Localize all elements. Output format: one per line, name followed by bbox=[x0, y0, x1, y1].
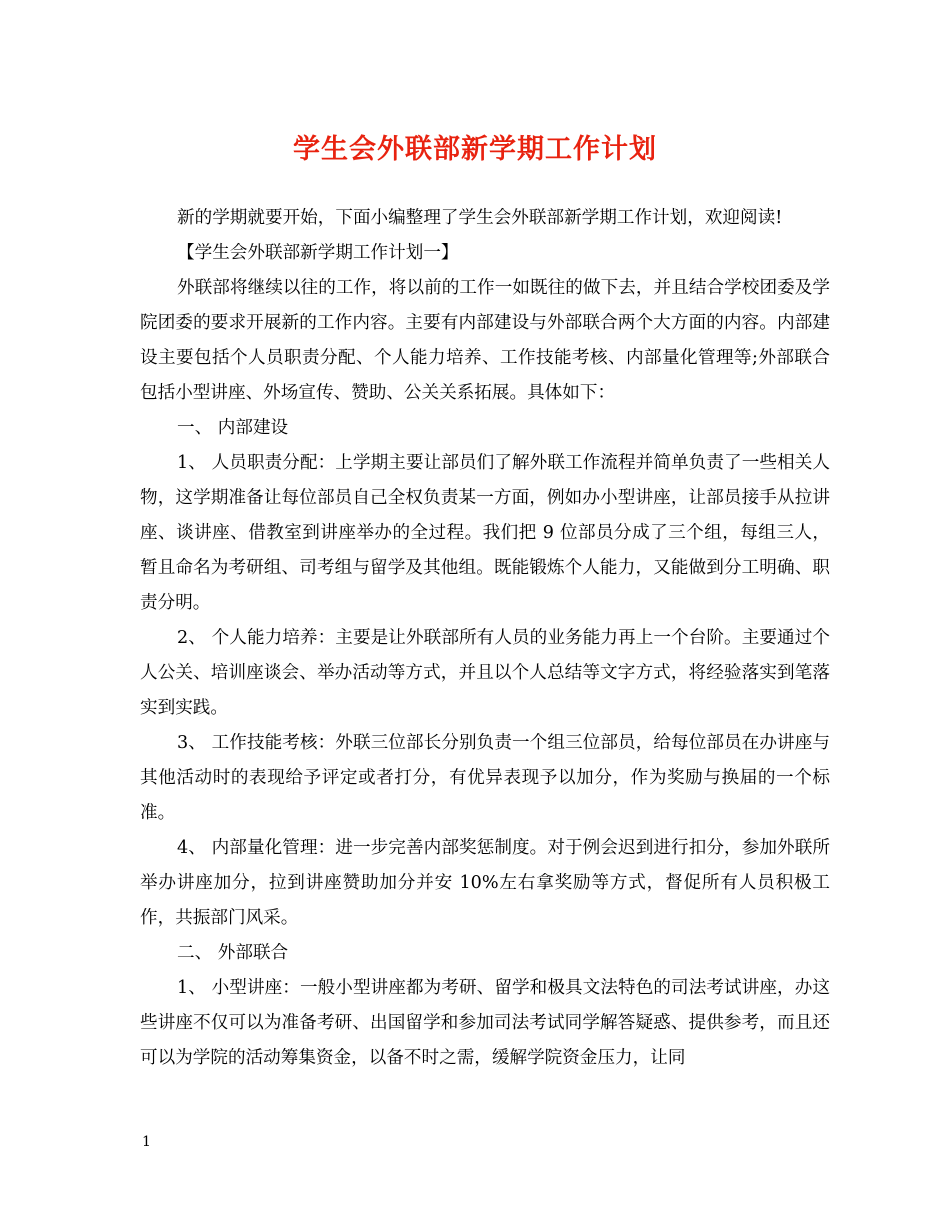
section-heading-external: 二、 外部联合 bbox=[177, 943, 289, 963]
page-number: 1 bbox=[142, 1134, 151, 1150]
item-skill-assessment: 3、 工作技能考核：外联三位部长分别负责一个组三位部员，给每位部员在办讲座与其他活动时的表现给予评定或者打分，有优异表现予以加分，作为奖励与换届的一个标准。 bbox=[140, 733, 830, 823]
item-ability-training: 2、 个人能力培养：主要是让外联部所有人员的业务能力再上一个台阶。主要通过个人公关、培训座谈会、举办活动等方式，并且以个人总结等文字方式，将经验落实到笔落实到实践。 bbox=[140, 628, 830, 718]
document-title: 学生会外联部新学期工作计划 bbox=[293, 134, 657, 165]
section-heading-internal: 一、 内部建设 bbox=[177, 418, 289, 438]
overview-paragraph: 外联部将继续以往的工作，将以前的工作一如既往的做下去，并且结合学校团委及学院团委的要求开展新的工作内容。主要有内部建设与外部联合两个大方面的内容。内部建设主要包括个人员职责分配、个人能力培养、工作技能考核、内部量化管理等;外部联合包括小型讲座、外场宣传、赞助、公关关系拓展。具体如下： bbox=[140, 278, 830, 403]
item-quantified-management: 4、 内部量化管理：进一步完善内部奖惩制度。对于例会迟到进行扣分，参加外联所举办讲座加分，拉到讲座赞助加分并安 10%左右拿奖励等方式，督促所有人员积极工作，共振部门风采。 bbox=[140, 838, 830, 928]
item-staff-duties: 1、 人员职责分配：上学期主要让部员们了解外联工作流程并简单负责了一些相关人物，这学期准备让每位部员自己全权负责某一方面，例如办小型讲座，让部员接手从拉讲座、谈讲座、借教室到讲座举办的全过程。我们把 9 位部员分成了三个组，每组三人，暂且命名为考研组、司考组与留学及其他组。既能锻炼个人能力，又能做到分工明确、职责分明。 bbox=[140, 453, 830, 613]
plan-heading: 【学生会外联部新学期工作计划一】 bbox=[177, 243, 459, 263]
document-body bbox=[140, 201, 830, 1076]
intro-paragraph: 新的学期就要开始，下面小编整理了学生会外联部新学期工作计划，欢迎阅读! bbox=[177, 208, 783, 228]
item-small-lectures: 1、 小型讲座：一般小型讲座都为考研、留学和极具文法特色的司法考试讲座，办这些讲座不仅可以为准备考研、出国留学和参加司法考试同学解答疑惑、提供参考，而且还可以为学院的活动筹集资金，以备不时之需，缓解学院资金压力，让同 bbox=[140, 978, 830, 1068]
